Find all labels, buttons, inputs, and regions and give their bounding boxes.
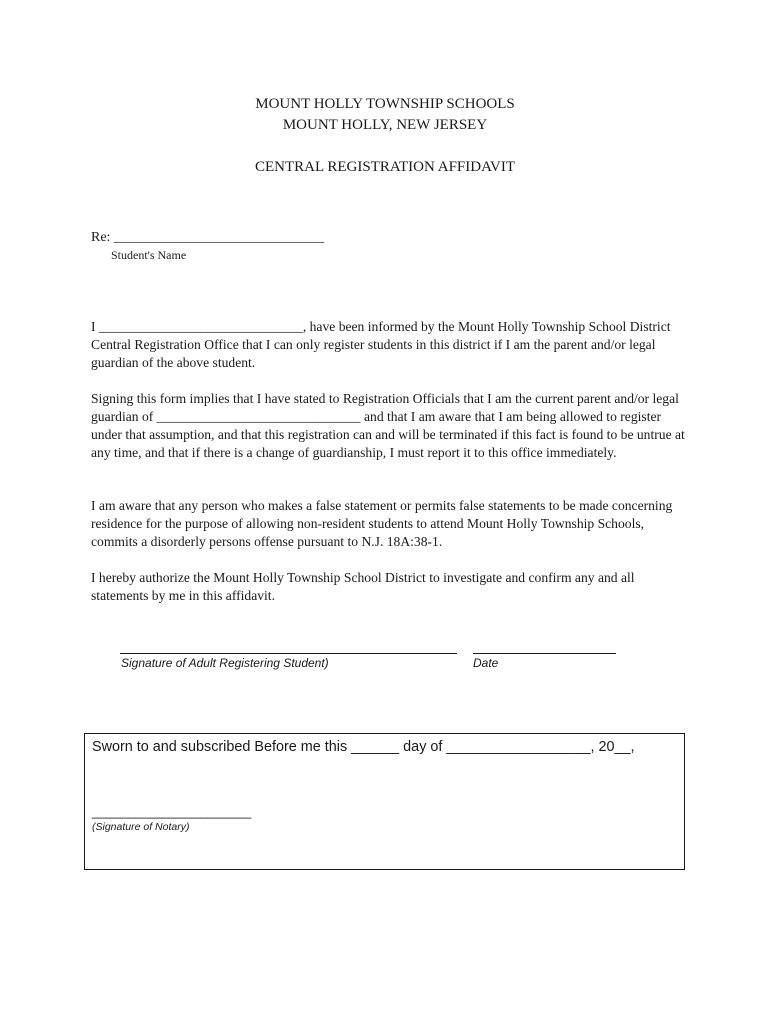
notary-signature-line: ______________________ <box>92 804 252 819</box>
informed-paragraph: I ______________________________, have been informed by the Mount Holly Township School District Central Registration Office that I can only register students in this district if I am the parent and/or legal guardian of the above student. <box>91 319 671 370</box>
adult-signature-line <box>120 653 457 654</box>
document-title: CENTRAL REGISTRATION AFFIDAVIT <box>254 159 515 175</box>
notary-box <box>84 733 685 870</box>
district-location: MOUNT HOLLY, NEW JERSEY <box>282 117 488 133</box>
sworn-statement: Sworn to and subscribed Before me this ______ day of __________________, 20__, <box>92 739 635 755</box>
student-name-line: Re: ______________________________ <box>91 230 324 245</box>
adult-signature-label: Signature of Adult Registering Student) <box>121 656 329 670</box>
guardian-paragraph: Signing this form implies that I have stated to Registration Officials that I am the current parent and/or legal guardian of ______________________________ and that I am aware that I am being allowed to register under that assumption, and that this registration can and will be terminated if this fact is found to be untrue at any time, and that if there is a change of guardianship, I must report it to this office immediately. <box>91 391 685 460</box>
notary-signature-label: (Signature of Notary) <box>92 821 190 833</box>
date-signature-line <box>473 653 616 654</box>
false-statement-paragraph: I am aware that any person who makes a false statement or permits false statements to be made concerning residence for the purpose of allowing non-resident students to attend Mount Holly Township Schools, commits a disorderly persons offense pursuant to N.J. 18A:38-1. <box>91 498 673 549</box>
district-name: MOUNT HOLLY TOWNSHIP SCHOOLS <box>255 96 515 112</box>
authorization-paragraph: I hereby authorize the Mount Holly Township School District to investigate and confirm any and all statements by me in this affidavit. <box>91 570 635 603</box>
student-name-label: Student's Name <box>111 248 187 262</box>
date-label: Date <box>473 656 499 670</box>
